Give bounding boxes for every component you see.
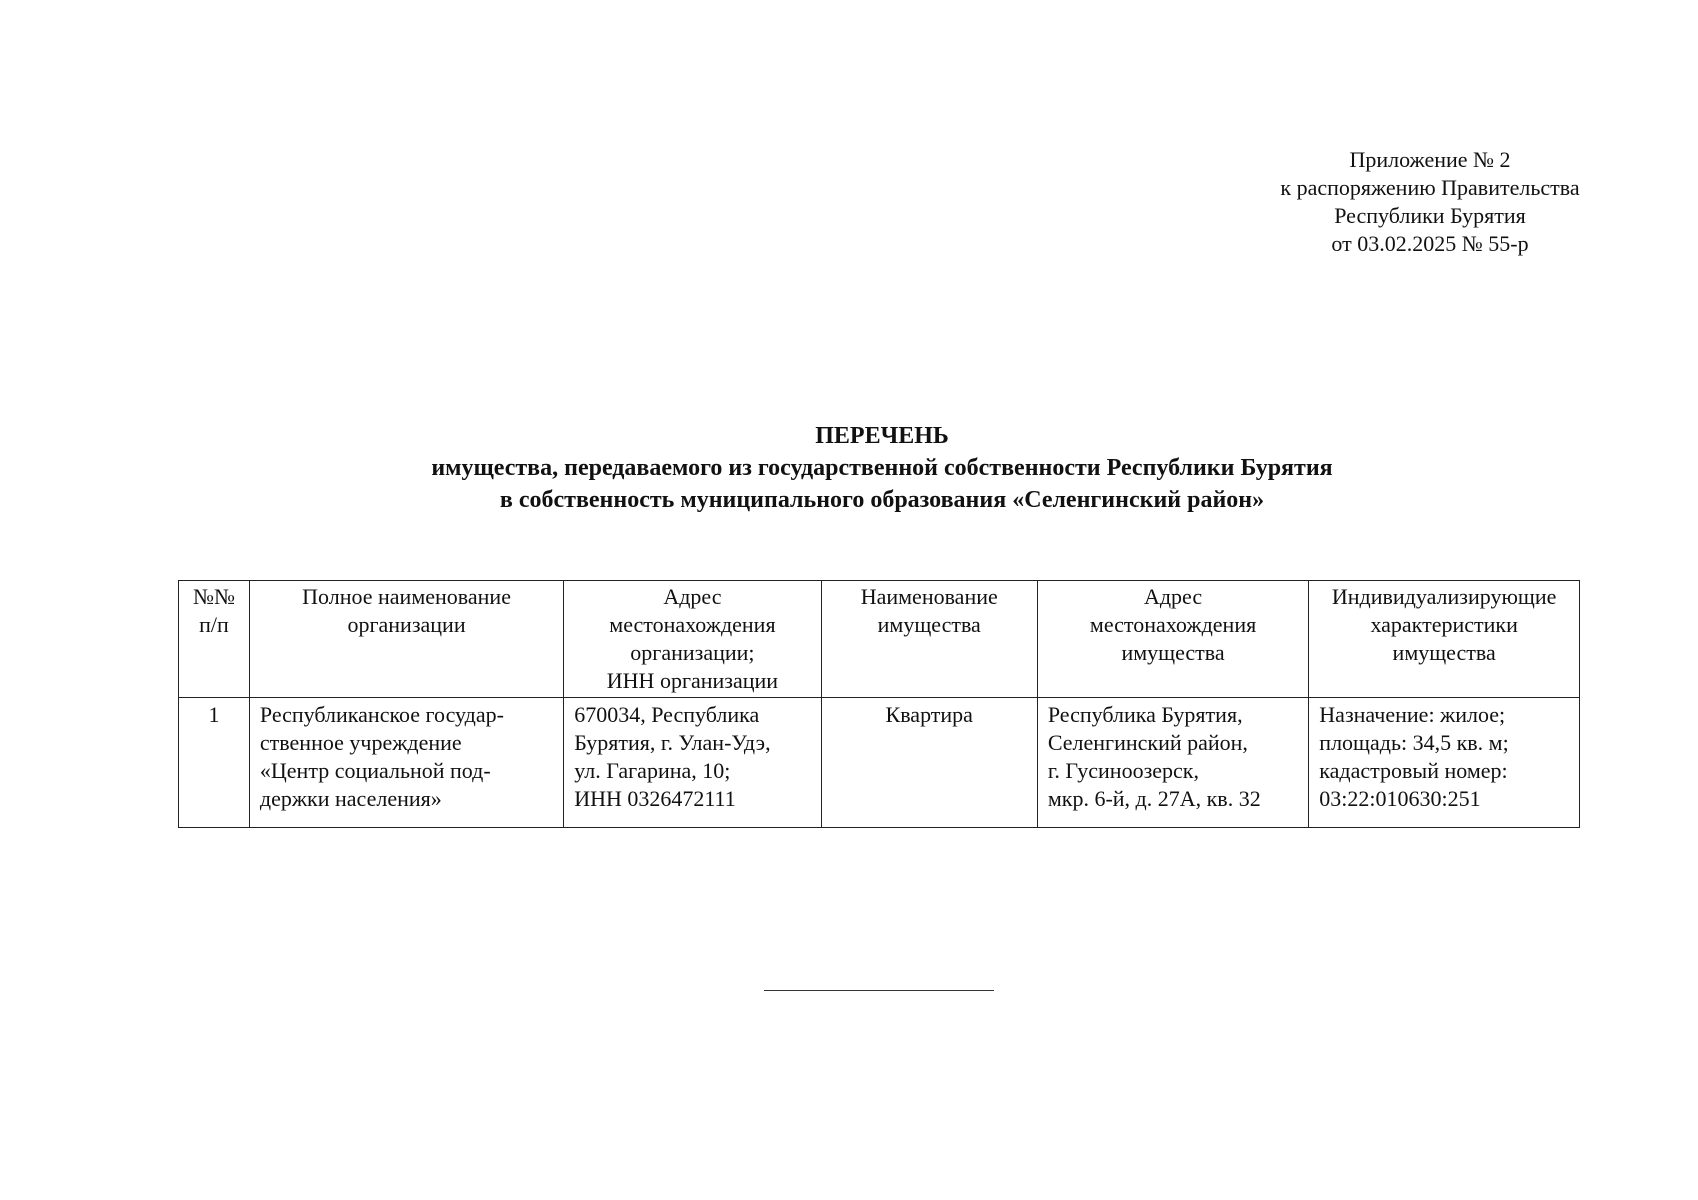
cell-text: ИНН 0326472111 <box>574 786 736 811</box>
cell-text: Республиканское государ- <box>259 702 504 727</box>
header-text: Индивидуализирующие <box>1331 584 1557 609</box>
end-divider <box>764 990 994 991</box>
header-text: характеристики <box>1370 612 1518 637</box>
cell-text: Селенгинский район, <box>1047 730 1248 755</box>
header-property-address <box>1037 581 1308 698</box>
cell-property-name: Квартира <box>821 698 1037 828</box>
cell-text: 03:22:010630:251 <box>1319 786 1481 811</box>
title-line: в собственность муниципального образования «Селенгинский район» <box>499 487 1265 513</box>
cell-text: «Центр социальной под- <box>259 758 491 783</box>
table-header-row <box>179 581 1580 698</box>
appendix-line: к распоряжению Правительства <box>1280 175 1580 200</box>
header-text: Адрес <box>1143 584 1203 609</box>
header-text: местонахождения <box>609 612 776 637</box>
document-title <box>0 420 1698 516</box>
header-organization <box>249 581 563 698</box>
cell-org-address <box>564 698 821 828</box>
cell-text: 670034, Республика <box>574 702 760 727</box>
header-text: п/п <box>199 612 229 637</box>
header-text: имущества <box>1392 640 1496 665</box>
header-text: местонахождения <box>1089 612 1257 637</box>
cell-text: Назначение: жилое; <box>1319 702 1506 727</box>
cell-text: мкр. 6-й, д. 27А, кв. 32 <box>1047 786 1261 811</box>
cell-characteristics <box>1309 698 1580 828</box>
cell-text: Республика Бурятия, <box>1047 702 1243 727</box>
cell-organization <box>249 698 563 828</box>
cell-property-address <box>1037 698 1308 828</box>
cell-text: держки населения» <box>259 786 442 811</box>
header-text: имущества <box>1121 640 1225 665</box>
header-property-name <box>821 581 1037 698</box>
cell-text: ул. Гагарина, 10; <box>574 758 731 783</box>
cell-number: 1 <box>179 698 250 828</box>
header-text: №№ <box>192 584 235 609</box>
header-text: Адрес <box>663 584 722 609</box>
header-text: организации <box>347 612 466 637</box>
header-text: Наименование <box>860 584 998 609</box>
cell-text: площадь: 34,5 кв. м; <box>1319 730 1509 755</box>
appendix-note <box>1240 146 1620 258</box>
appendix-line: Приложение № 2 <box>1349 147 1511 172</box>
header-text: организации; <box>630 640 755 665</box>
cell-text: Бурятия, г. Улан-Удэ, <box>574 730 771 755</box>
cell-text: кадастровый номер: <box>1319 758 1508 783</box>
title-main: ПЕРЕЧЕНЬ <box>815 423 949 449</box>
title-line: имущества, передаваемого из государственной собственности Республики Бурятия <box>431 455 1333 481</box>
appendix-line: Республики Бурятия <box>1334 203 1526 228</box>
cell-text: г. Гусиноозерск, <box>1047 758 1199 783</box>
table-row <box>179 698 1580 828</box>
header-number <box>179 581 250 698</box>
header-text: имущества <box>877 612 981 637</box>
cell-text: ственное учреждение <box>259 730 462 755</box>
header-characteristics <box>1309 581 1580 698</box>
appendix-line: от 03.02.2025 № 55-р <box>1331 231 1529 256</box>
header-org-address <box>564 581 821 698</box>
property-table <box>178 580 1580 828</box>
header-text: ИНН организации <box>606 668 779 693</box>
header-text: Полное наименование <box>302 584 511 609</box>
